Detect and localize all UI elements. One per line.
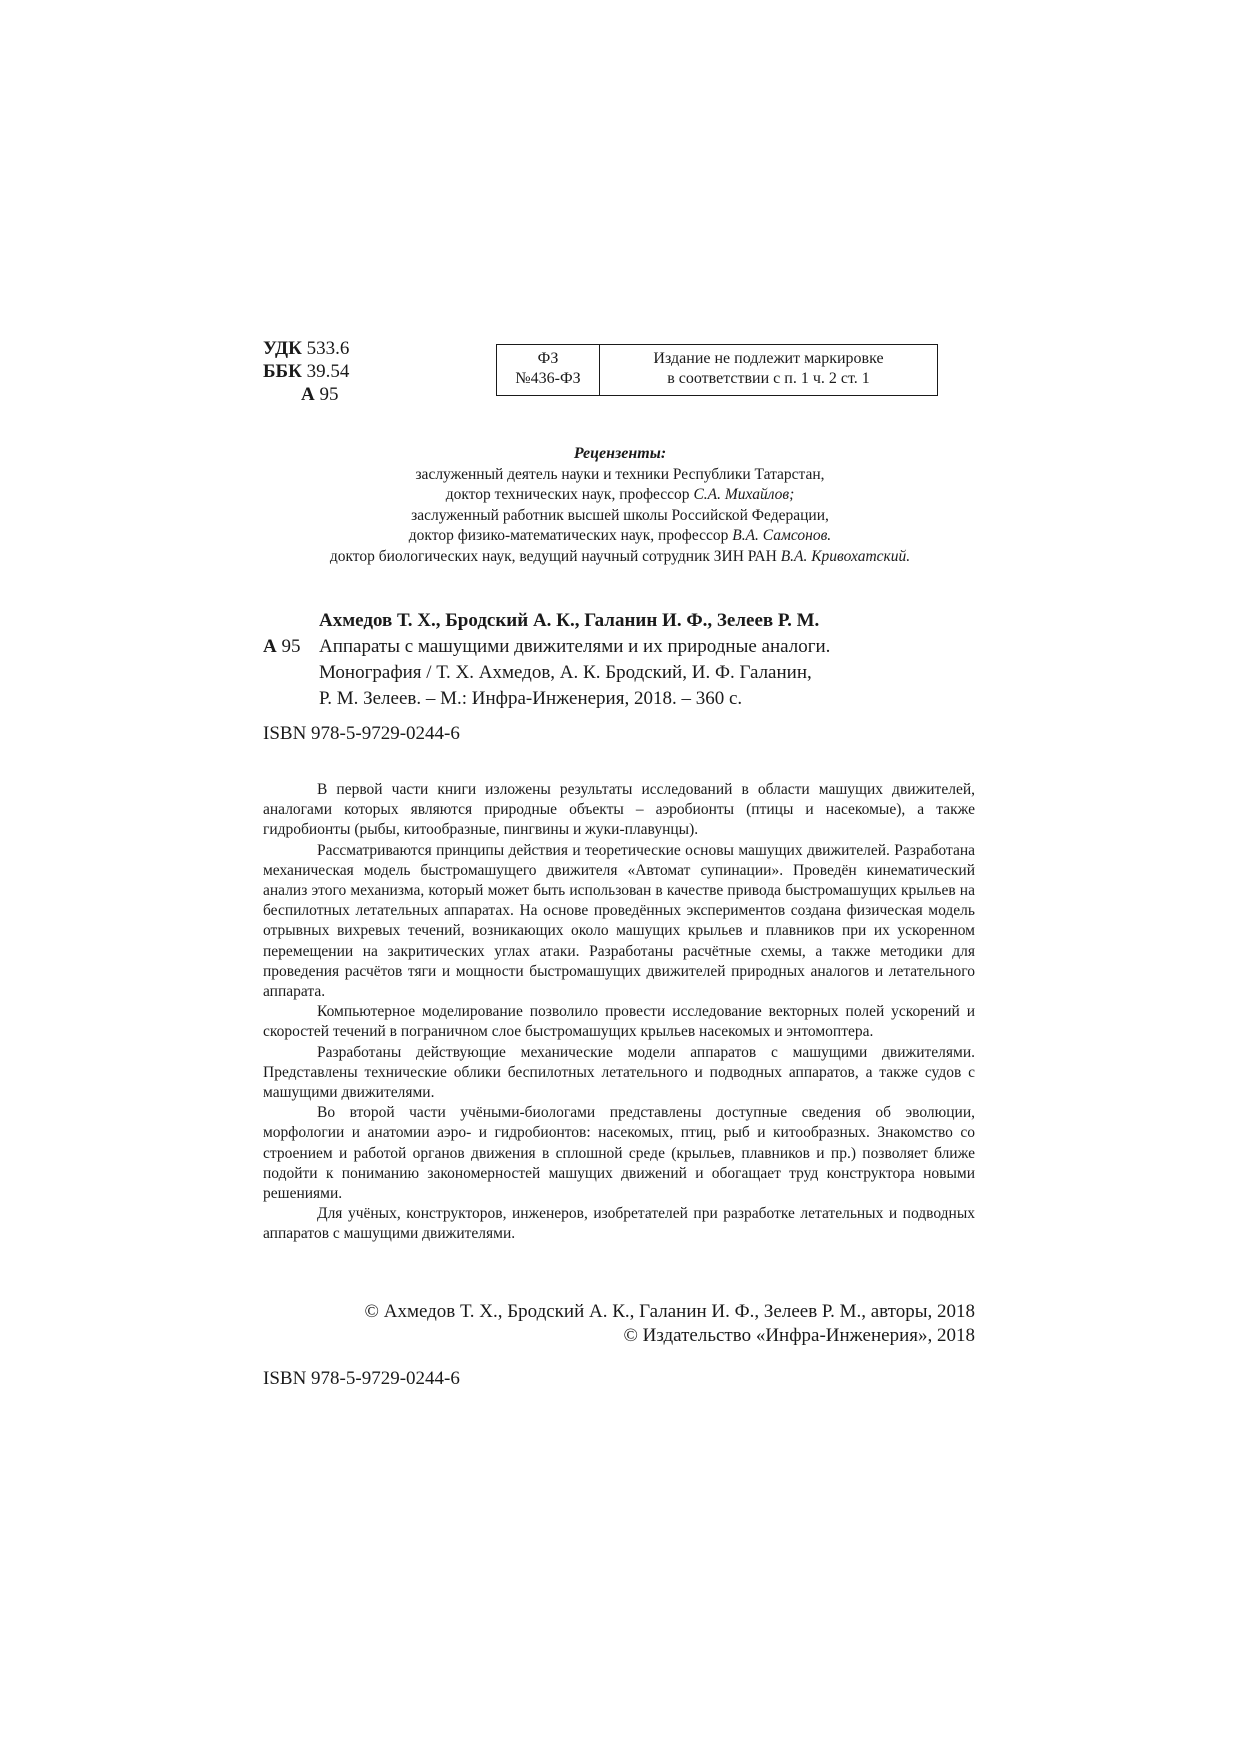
reviewer-line-5 — [280, 547, 960, 568]
classification-block — [263, 337, 349, 406]
biblio-line-2: Монография / Т. Х. Ахмедов, А. К. Бродский, И. Ф. Галанин, — [319, 662, 812, 683]
bbk-label: ББК — [263, 361, 302, 382]
abstract-paragraph: Рассматриваются принципы действия и теоретические основы машущих движителей. Разработана механическая модель быстромашущего движителя «Автомат супинации». Проведён кинематический анализ этого механизма, который может быть использован в качестве привода быстромашущих крыльев на беспилотных летательных аппаратах. На основе проведённых экспериментов создана физическая модель отрывных вихревых течений, возникающих около машущих крыльев и плавников при их ускоренном перемещении на закритических углах атаки. Разработаны расчётные схемы, а также методики для проведения расчётов тяги и мощности быстромашущих движителей природных аналогов и летательного аппарата. — [263, 841, 975, 1001]
isbn-bottom: ISBN 978-5-9729-0244-6 — [263, 1368, 460, 1389]
reviewer-1-name: С.А. Михайлов; — [693, 486, 795, 503]
copyright-authors: © Ахмедов Т. Х., Бродский А. К., Галанин И. Ф., Зелеев Р. М., авторы, 2018 — [364, 1301, 975, 1322]
udk-row — [263, 337, 349, 360]
copyright-publisher: © Издательство «Инфра-Инженерия», 2018 — [623, 1325, 975, 1346]
law-box-left-cell — [497, 345, 600, 395]
udk-value: 533.6 — [306, 338, 350, 359]
reviewers-block — [280, 444, 960, 567]
reviewers-heading: Рецензенты: — [573, 445, 667, 462]
reviewer-line-2 — [280, 485, 960, 506]
abstract-paragraph: Разработаны действующие механические модели аппаратов с машущими движителями. Представлены технические облики беспилотных летательного и подводных аппаратов, а также судов с машущими движителями. — [263, 1043, 975, 1102]
biblio-title: Аппараты с машущими движителями и их природные аналоги. — [319, 636, 831, 657]
reviewer-2-title: доктор физико-математических наук, профессор — [408, 527, 729, 544]
biblio-line-3: Р. М. Зелеев. – М.: Инфра-Инженерия, 2018. – 360 с. — [319, 688, 743, 709]
law-marking-box — [496, 344, 938, 396]
abstract-paragraph: Компьютерное моделирование позволило провести исследование векторных полей ускорений и скоростей течений в пограничном слое быстромашущих крыльев насекомых и энтомоптера. — [263, 1003, 975, 1041]
udk-label: УДК — [263, 338, 302, 359]
bbk-value: 39.54 — [306, 361, 350, 382]
abstract-paragraph: Во второй части учёными-биологами представлены доступные сведения об эволюции, морфологии и анатомии аэро- и гидробионтов: насекомых, птиц, рыб и китообразных. Знакомство со строением и работой органов движения в сплошной среде (крыльев, плавников и пр.) позволяет ближе подойти к пониманию закономерностей машущих движений и обогащает труд конструктора новыми решениями. — [263, 1104, 975, 1203]
law-box-right-line1: Издание не подлежит маркировке — [653, 350, 884, 367]
isbn-top: ISBN 978-5-9729-0244-6 — [263, 723, 460, 744]
law-box-right-line2: в соответствии с п. 1 ч. 2 ст. 1 — [667, 370, 870, 387]
bbk-row — [263, 360, 349, 383]
biblio-line-1 — [263, 634, 983, 660]
author-sign-number: 95 — [319, 384, 339, 405]
reviewer-3-title: доктор биологических наук, ведущий научный сотрудник ЗИН РАН — [329, 547, 777, 565]
abstract-paragraph: В первой части книги изложены результаты исследований в области машущих движителей, аналогами которых являются природные объекты – аэробионты (птицы и насекомые), а также гидробионты (рыбы, китообразные, пингвины и жуки-плавунцы). — [263, 781, 975, 839]
law-box-left-line1: ФЗ — [537, 350, 559, 367]
reviewer-line-1: заслуженный деятель науки и техники Республики Татарстан, — [415, 465, 825, 483]
biblio-code — [263, 634, 319, 660]
biblio-code-letter: А — [263, 636, 277, 657]
reviewer-2-name: В.А. Самсонов. — [732, 527, 832, 544]
abstract-paragraph: Для учёных, конструкторов, инженеров, изобретателей при разработке летательных и подводных аппаратов с машущими движителями. — [263, 1205, 975, 1243]
bibliographic-entry — [263, 608, 983, 712]
law-box-left-line2: №436-ФЗ — [515, 370, 581, 387]
author-sign-letter: А — [301, 384, 315, 405]
reviewer-line-3: заслуженный работник высшей школы Российской Федерации, — [411, 506, 829, 524]
reviewer-1-title: доктор технических наук, профессор — [445, 486, 690, 503]
biblio-code-number: 95 — [281, 636, 301, 657]
abstract — [263, 780, 975, 1245]
author-sign-row — [263, 383, 349, 406]
reviewer-3-name: В.А. Кривохатский. — [780, 547, 911, 565]
copyright-block — [263, 1300, 975, 1348]
biblio-authors: Ахмедов Т. Х., Бродский А. К., Галанин И. Ф., Зелеев Р. М. — [319, 610, 820, 631]
law-box-right-cell — [600, 345, 937, 395]
reviewer-line-4 — [280, 526, 960, 547]
